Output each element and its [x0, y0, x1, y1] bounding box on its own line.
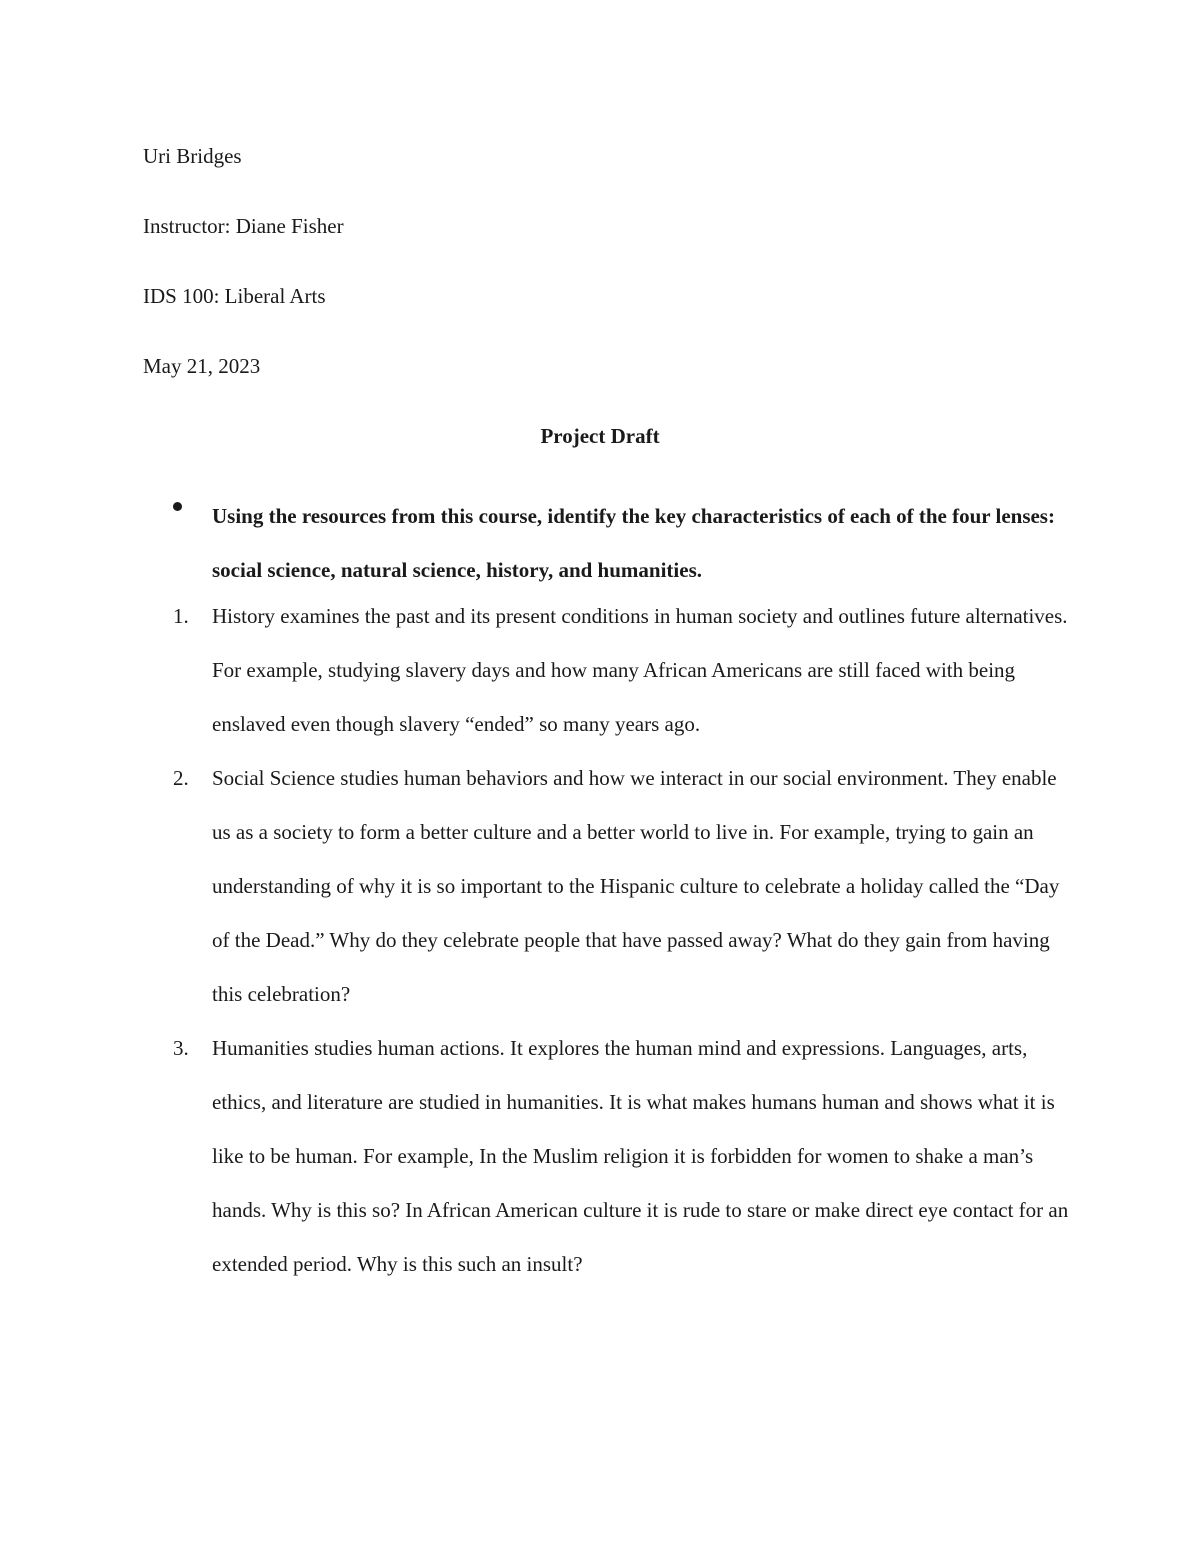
list-item-history: History examines the past and its present conditions in human society and outlines future alternatives. For example, studying slavery days and how many African Americans are still faced with being enslaved even though slavery “ended” so many years ago.	[212, 604, 1068, 736]
prompt-question: Using the resources from this course, identify the key characteristics of each of the four lenses: social science, natural science, history, and humanities.	[212, 504, 1055, 582]
list-number: 2.	[173, 766, 189, 790]
list-item-humanities: Humanities studies human actions. It explores the human mind and expressions. Languages, arts, ethics, and literature are studied in humanities. It is what makes humans human and shows what it is like to be human. For example, In the Muslim religion it is forbidden for women to shake a man’s hands. Why is this so? In African American culture it is rude to stare or make direct eye contact for an extended period. Why is this such an insult?	[212, 1036, 1069, 1276]
list-number: 3.	[173, 1036, 189, 1060]
instructor-line: Instructor: Diane Fisher	[143, 214, 344, 238]
date-line: May 21, 2023	[143, 354, 261, 378]
course-line: IDS 100: Liberal Arts	[143, 284, 326, 308]
document-title: Project Draft	[540, 424, 660, 448]
author-name: Uri Bridges	[143, 144, 242, 168]
list-item-social-science: Social Science studies human behaviors and how we interact in our social environment. They enable us as a society to form a better culture and a better world to live in. For example, trying to gain an understanding of why it is so important to the Hispanic culture to celebrate a holiday called the “Day of the Dead.” Why do they celebrate people that have passed away? What do they gain from having this celebration?	[212, 766, 1060, 1006]
bullet-icon	[173, 502, 182, 511]
list-number: 1.	[173, 604, 189, 628]
